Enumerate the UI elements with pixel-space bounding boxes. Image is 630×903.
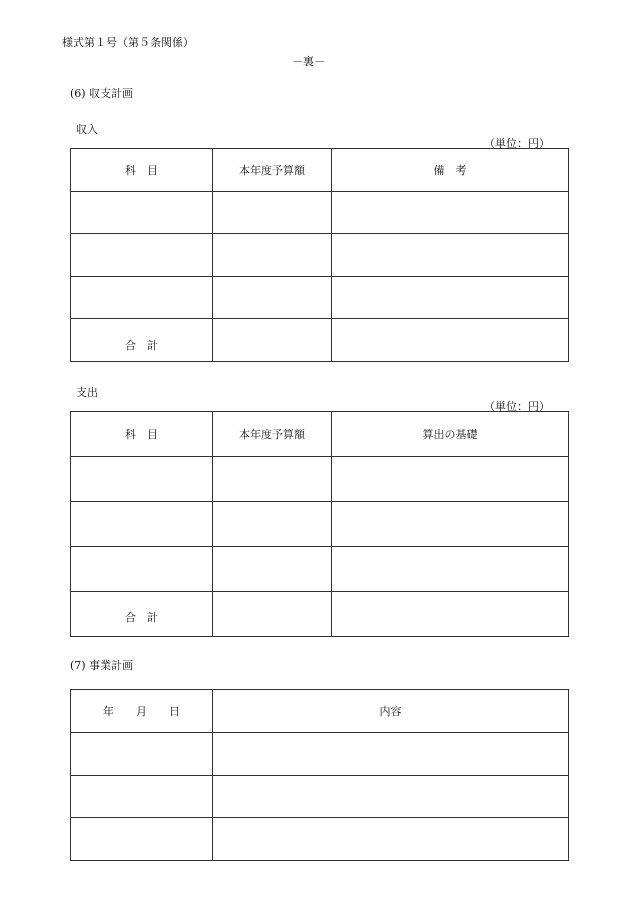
income-item-cell[interactable] — [71, 234, 213, 277]
income-header-row — [71, 149, 569, 192]
income-unit: （単位：円） — [484, 137, 550, 150]
table-row — [71, 776, 569, 818]
expense-basis-cell[interactable] — [332, 457, 569, 502]
expense-basis-cell[interactable] — [332, 502, 569, 547]
expense-total-budget-cell[interactable] — [213, 592, 332, 637]
schedule-header-content: 内容 — [213, 690, 569, 733]
schedule-header-row — [71, 690, 569, 733]
expense-item-cell[interactable] — [71, 457, 213, 502]
expense-label: 支出 — [76, 386, 98, 399]
schedule-table — [70, 689, 569, 861]
schedule-date-cell[interactable] — [71, 818, 213, 861]
income-header-budget: 本年度予算額 — [213, 149, 332, 192]
income-budget-cell[interactable] — [213, 234, 332, 277]
income-remarks-cell[interactable] — [332, 192, 569, 234]
income-label: 収入 — [76, 123, 98, 136]
expense-header-row — [71, 412, 569, 457]
expense-item-cell[interactable] — [71, 502, 213, 547]
expense-total-basis-cell[interactable] — [332, 592, 569, 637]
expense-item-cell[interactable] — [71, 547, 213, 592]
table-row — [71, 502, 569, 547]
income-total-label: 合 計 — [71, 319, 213, 362]
schedule-content-cell[interactable] — [213, 776, 569, 818]
expense-table — [70, 411, 569, 637]
expense-budget-cell[interactable] — [213, 547, 332, 592]
income-item-cell[interactable] — [71, 192, 213, 234]
expense-unit: （単位：円） — [484, 400, 550, 413]
table-row — [71, 733, 569, 776]
table-row — [71, 277, 569, 319]
schedule-date-cell[interactable] — [71, 733, 213, 776]
table-row — [71, 818, 569, 861]
income-remarks-cell[interactable] — [332, 234, 569, 277]
expense-budget-cell[interactable] — [213, 502, 332, 547]
schedule-date-cell[interactable] — [71, 776, 213, 818]
expense-total-label: 合 計 — [71, 592, 213, 637]
schedule-content-cell[interactable] — [213, 818, 569, 861]
schedule-content-cell[interactable] — [213, 733, 569, 776]
income-total-row — [71, 319, 569, 362]
income-header-remarks: 備 考 — [332, 149, 569, 192]
income-budget-cell[interactable] — [213, 192, 332, 234]
table-row — [71, 192, 569, 234]
table-row — [71, 457, 569, 502]
page-marker: －裏－ — [292, 55, 325, 68]
form-number: 様式第１号（第５条関係） — [62, 36, 194, 49]
income-total-remarks-cell[interactable] — [332, 319, 569, 362]
income-budget-cell[interactable] — [213, 277, 332, 319]
section6-title: (6) 収支計画 — [70, 87, 134, 100]
table-row — [71, 547, 569, 592]
expense-total-row — [71, 592, 569, 637]
section7-title: (7) 事業計画 — [70, 659, 134, 672]
expense-header-budget: 本年度予算額 — [213, 412, 332, 457]
expense-budget-cell[interactable] — [213, 457, 332, 502]
income-remarks-cell[interactable] — [332, 277, 569, 319]
table-row — [71, 234, 569, 277]
income-table — [70, 148, 569, 362]
expense-basis-cell[interactable] — [332, 547, 569, 592]
schedule-header-date: 年 月 日 — [71, 690, 213, 733]
expense-header-basis: 算出の基礎 — [332, 412, 569, 457]
income-header-item: 科 目 — [71, 149, 213, 192]
income-item-cell[interactable] — [71, 277, 213, 319]
expense-header-item: 科 目 — [71, 412, 213, 457]
income-total-budget-cell[interactable] — [213, 319, 332, 362]
